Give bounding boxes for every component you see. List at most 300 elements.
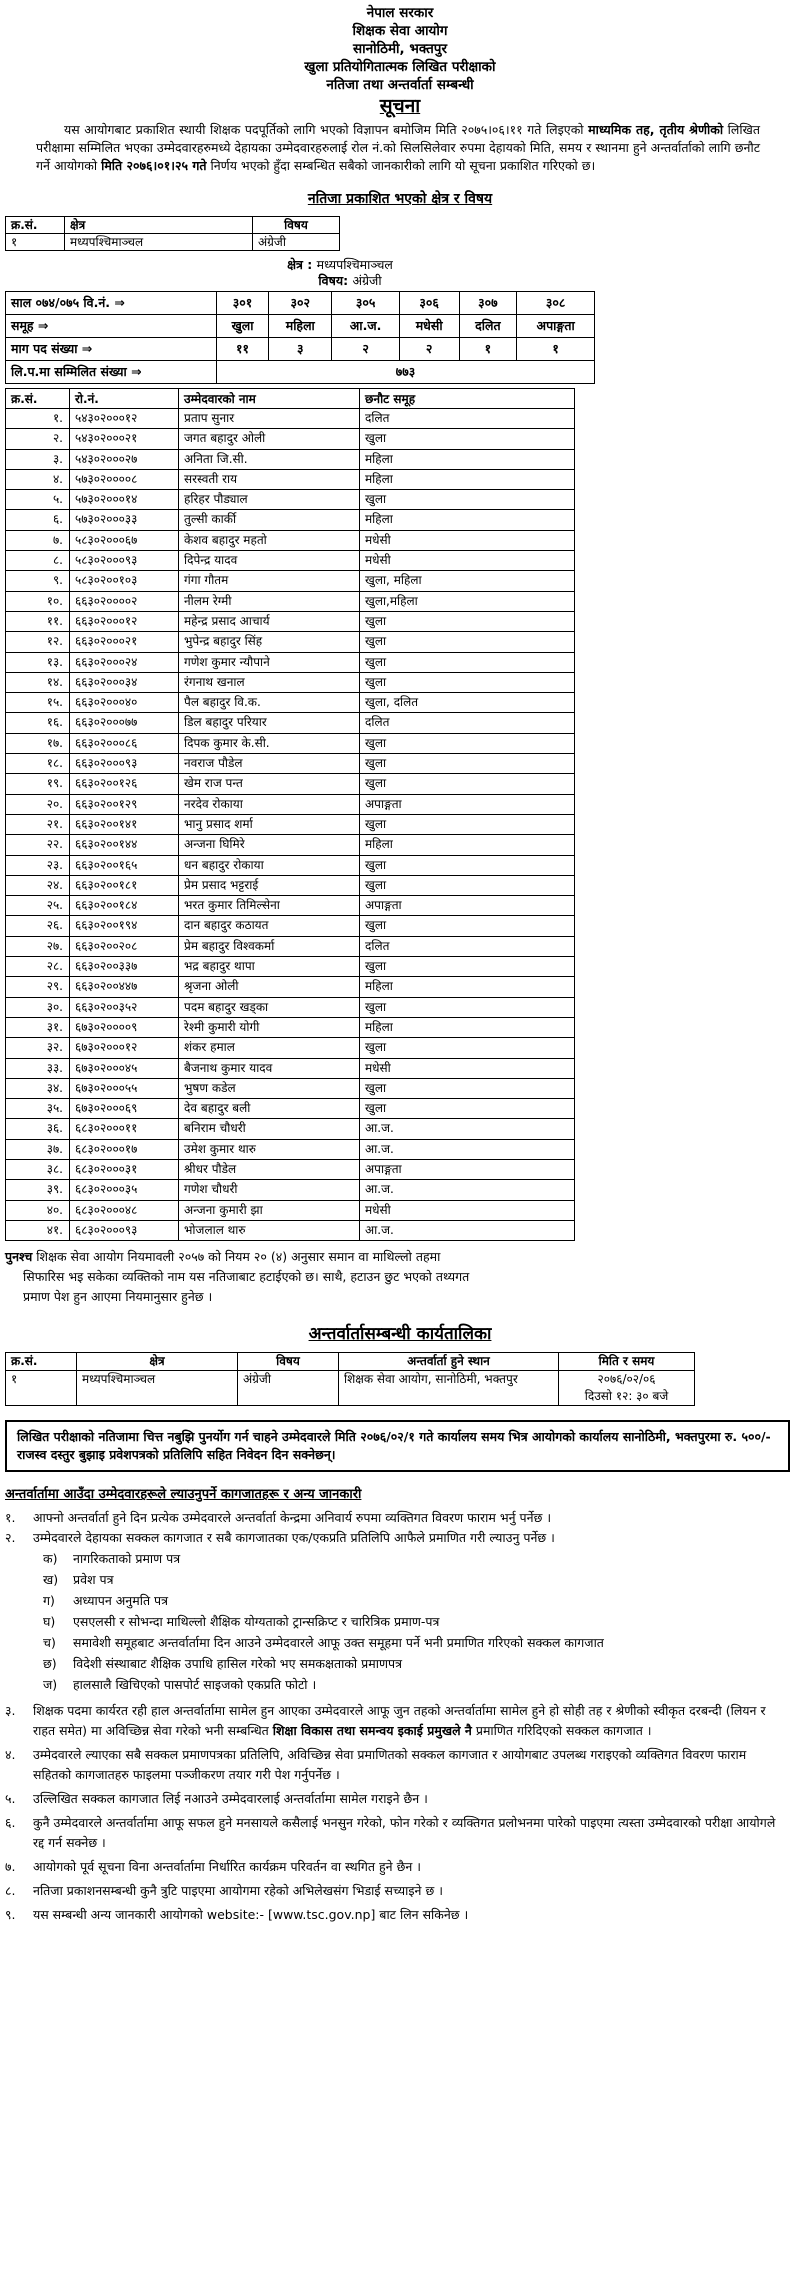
candidate-table xyxy=(5,388,575,1241)
list-item xyxy=(5,1508,780,1528)
cell-roll: ६८३०२०००१७ xyxy=(70,1139,179,1159)
cell-name: अन्जना कुमारी झा xyxy=(179,1200,360,1220)
table-row xyxy=(6,835,575,855)
cell-region: मध्यपश्चिमाञ्चल xyxy=(77,1371,238,1406)
cell-name: धन बहादुर रोकाया xyxy=(179,855,360,875)
recheck-note: लिखित परीक्षाको नतिजामा चित्त नबुझि पुनर्योग गर्न चाहने उम्मेदवारले मिति २०७६/०२/१ गते कार्यालय समय भित्र आयोगको कार्यालय सानोठिमी, भक्तपुरमा रु. ५००/- राजस्व दस्तुर बुझाइ प्रवेशपत्रको प्रतिलिपि सहित निवेदन दिन सक्नेछन्। xyxy=(5,1420,790,1472)
cell-roll: ६६३०२००३५२ xyxy=(70,997,179,1017)
cell-sn: २६. xyxy=(6,916,70,936)
cell-group: खुला xyxy=(360,490,575,510)
intro-bold-level: माध्यमिक तह, तृतीय श्रेणीको xyxy=(588,122,724,137)
table-row xyxy=(6,814,575,834)
cell-name: भरत कुमार तिमिल्सेना xyxy=(179,896,360,916)
cell-name: नीलम रेग्मी xyxy=(179,591,360,611)
interview-table xyxy=(5,1352,695,1406)
cell-sn: ३०. xyxy=(6,997,70,1017)
cell-group: दलित xyxy=(360,409,575,429)
col-sn: क्र.सं. xyxy=(6,389,70,409)
commission-name: शिक्षक सेवा आयोग xyxy=(352,23,448,39)
sub-list-item xyxy=(43,1611,780,1632)
cell-group: खुला xyxy=(360,855,575,875)
cell-roll: ६६३०२००१८४ xyxy=(70,896,179,916)
table-row xyxy=(6,1058,575,1078)
cell-name: भद्र बहादुर थापा xyxy=(179,957,360,977)
list-item xyxy=(5,1905,780,1925)
item-number: २. xyxy=(5,1530,16,1546)
item-text: यस सम्बन्धी अन्य जानकारी आयोगको website:- [www.tsc.gov.np] बाट लिन सकिनेछ । xyxy=(33,1907,469,1923)
table-row xyxy=(6,957,575,977)
cell-roll: ६६३०२०००९३ xyxy=(70,754,179,774)
cell-group: महिला xyxy=(360,469,575,489)
cell-roll: ६६३०२००४४७ xyxy=(70,977,179,997)
cell-group: खुला xyxy=(360,733,575,753)
table-row xyxy=(6,530,575,550)
cell-sn: २. xyxy=(6,429,70,449)
cell-name: अन्जना घिमिरे xyxy=(179,835,360,855)
sub-item-text: अध्यापन अनुमति पत्र xyxy=(73,1593,169,1609)
intro-paragraph xyxy=(36,121,760,175)
cell-sn: ३८. xyxy=(6,1159,70,1179)
cell-group: खुला xyxy=(360,754,575,774)
cell-sn: २४. xyxy=(6,875,70,895)
cell-roll: ६६३०२००१९४ xyxy=(70,916,179,936)
demand-cell: २ xyxy=(332,338,399,361)
post-note-line-1: शिक्षक सेवा आयोग नियमावली २०५७ को नियम २० (४) अनुसार समान वा माथिल्लो तहमा xyxy=(36,1249,441,1265)
cell-group: अपाङ्गता xyxy=(360,896,575,916)
candidate-header-row xyxy=(6,389,575,409)
cell-roll: ६८३०२०००३५ xyxy=(70,1180,179,1200)
demand-cell: २ xyxy=(399,338,459,361)
cell-group: खुला xyxy=(360,957,575,977)
cell-roll: ६७३०२००००९ xyxy=(70,1017,179,1037)
code-cell: ३०५ xyxy=(332,292,399,315)
intro-text-2: लिखित परीक्षामा सम्मिलित भएका उम्मेदवारहरुमध्ये देहायका उम्मेदवारहरुलाई रोल नं.को सिलसिलेवार रुपमा देहायको मिति, समय र स्थानमा हुने अन्तर्वार्ताको लागि छनौट गर्ने आयोगको xyxy=(36,122,760,173)
result-section-title: नतिजा प्रकाशित भएको क्षेत्र र विषय xyxy=(307,191,493,207)
col-region: क्षेत्र xyxy=(65,217,253,234)
col-region: क्षेत्र xyxy=(77,1353,238,1371)
cell-roll: ६६३०२०००१२ xyxy=(70,611,179,631)
cell-name: हरिहर पौड्याल xyxy=(179,490,360,510)
table-row xyxy=(6,693,575,713)
cell-sn: २०. xyxy=(6,794,70,814)
item-text xyxy=(33,1701,780,1741)
col-name: उम्मेदवारको नाम xyxy=(179,389,360,409)
cell-name: रंगनाथ खनाल xyxy=(179,672,360,692)
cell-sn: १८. xyxy=(6,754,70,774)
cell-group: खुला xyxy=(360,611,575,631)
cell-group: खुला xyxy=(360,429,575,449)
cell-roll: ६६३०२००१४४ xyxy=(70,835,179,855)
docs-list xyxy=(5,1508,780,1925)
cell-sn: ३५. xyxy=(6,1099,70,1119)
cell-name: प्रेम प्रसाद भट्टराई xyxy=(179,875,360,895)
sub-item-text: समावेशी समूहबाट अन्तर्वार्तामा दिन आउने उम्मेदवारले आफू उक्त समूहमा पर्ने भनी प्रमाणित गरिएको सक्कल कागजात xyxy=(73,1635,604,1651)
cell-name: गणेश कुमार न्यौपाने xyxy=(179,652,360,672)
seat-groups-row xyxy=(6,315,595,338)
table-row xyxy=(6,774,575,794)
table-row xyxy=(6,409,575,429)
table-row xyxy=(6,449,575,469)
cell-sn: ४. xyxy=(6,469,70,489)
table-row xyxy=(6,977,575,997)
rest-list xyxy=(5,1745,780,1925)
cell-group: खुला,महिला xyxy=(360,591,575,611)
cell-name: सरस्वती राय xyxy=(179,469,360,489)
intro-text-3: निर्णय भएको हुँदा सम्बन्धित सबैको जानकारीको लागि यो सूचना प्रकाशित गरिएको छ। xyxy=(210,158,596,173)
item-text: नतिजा प्रकाशनसम्बन्धी कुनै त्रुटि पाइएमा आयोगमा रहेको अभिलेखसंग भिडाई सच्याइने छ । xyxy=(33,1883,443,1899)
sub-list-item xyxy=(43,1674,780,1695)
cell-roll: ६६३०२००००२ xyxy=(70,591,179,611)
region-label xyxy=(0,257,800,273)
sub-list-item xyxy=(43,1632,780,1653)
cell-group: खुला xyxy=(360,652,575,672)
cell-group: महिला xyxy=(360,510,575,530)
col-place: अन्तर्वार्ता हुने स्थान xyxy=(339,1353,559,1371)
cell-roll: ६६३०२०००४० xyxy=(70,693,179,713)
item-number: ३. xyxy=(5,1703,16,1719)
intro-bold-date: मिति २०७६।०१।२५ गते xyxy=(101,158,207,173)
table-row xyxy=(6,1099,575,1119)
cell-sn: २७. xyxy=(6,936,70,956)
cell-sn: ९. xyxy=(6,571,70,591)
post-note-line-2: सिफारिस भइ सकेका व्यक्तिको नाम यस नतिजाबाट हटाईएको छ। साथै, हटाउन छुट भएको तथ्यगत xyxy=(23,1269,470,1285)
cell-name: अनिता जि.सी. xyxy=(179,449,360,469)
table-row xyxy=(6,632,575,652)
group-cell: महिला xyxy=(269,315,332,338)
cell-name: गणेश चौधरी xyxy=(179,1180,360,1200)
gov-name: नेपाल सरकार xyxy=(366,5,434,21)
total-cell: ७७३ xyxy=(217,361,595,384)
table-row xyxy=(6,896,575,916)
sub-item-letter: छ) xyxy=(43,1656,57,1672)
cell-group: महिला xyxy=(360,835,575,855)
table-row xyxy=(6,997,575,1017)
cell-group: मधेसी xyxy=(360,530,575,550)
item-number: ४. xyxy=(5,1747,16,1763)
cell-name: पदम बहादुर खड्का xyxy=(179,997,360,1017)
list-item xyxy=(5,1789,780,1809)
col-subject: विषय xyxy=(253,217,340,234)
cell-sn: १५. xyxy=(6,693,70,713)
group-cell: आ.ज. xyxy=(332,315,399,338)
cell-roll: ६७३०२०००४५ xyxy=(70,1058,179,1078)
table-row xyxy=(6,794,575,814)
cell-roll: ५८३०२०००९३ xyxy=(70,551,179,571)
cell-subject: अंग्रेजी xyxy=(238,1371,339,1406)
seat-total-row xyxy=(6,361,595,384)
sub-item-text: प्रवेश पत्र xyxy=(73,1572,114,1588)
sub-item-letter: च) xyxy=(43,1635,56,1651)
cell-roll: ६८३०२०००४८ xyxy=(70,1200,179,1220)
cell-name: महेन्द्र प्रसाद आचार्य xyxy=(179,611,360,631)
table-row xyxy=(6,591,575,611)
cell-sn: १९. xyxy=(6,774,70,794)
cell-group: खुला xyxy=(360,1099,575,1119)
table-row xyxy=(6,875,575,895)
cell-name: श्रीधर पौडेल xyxy=(179,1159,360,1179)
cell-group: अपाङ्गता xyxy=(360,794,575,814)
cell-sn: २३. xyxy=(6,855,70,875)
cell-group: महिला xyxy=(360,977,575,997)
table-row xyxy=(6,1180,575,1200)
table-row xyxy=(6,611,575,631)
cell-name: डिल बहादुर परियार xyxy=(179,713,360,733)
result-region-table xyxy=(5,216,340,251)
group-cell: अपाङ्गता xyxy=(517,315,595,338)
cell-roll: ६६३०२०००२४ xyxy=(70,652,179,672)
cell-roll: ६६३०२००१२६ xyxy=(70,774,179,794)
cell-sn: १६. xyxy=(6,713,70,733)
region-value: मध्यपश्चिमाञ्चल xyxy=(316,257,393,272)
cell-sn: ४१. xyxy=(6,1220,70,1240)
cell-roll: ६६३०२००१४१ xyxy=(70,814,179,834)
cell-sn: ३१. xyxy=(6,1017,70,1037)
sub-item-letter: घ) xyxy=(43,1614,56,1630)
seat-table xyxy=(5,291,595,384)
year-label: साल ०७४/०७५ वि.नं. ⇒ xyxy=(6,292,217,315)
sub-item-text: विदेशी संस्थाबाट शैक्षिक उपाधि हासिल गरेको भए समकक्षताको प्रमाणपत्र xyxy=(73,1656,403,1672)
cell-roll: ६६३०२००१६५ xyxy=(70,855,179,875)
table-row xyxy=(6,916,575,936)
item3-text-2: प्रमाणित गरिदिएको सक्कल कागजात । xyxy=(475,1723,652,1739)
item-text: उम्मेदवारले देहायका सक्कल कागजात र सबै कागजातका एक/एकप्रति प्रतिलिपि आफैले प्रमाणित गरी ल्याउनु पर्नेछ । xyxy=(33,1530,555,1546)
table-row xyxy=(6,1119,575,1139)
cell-sn: ७. xyxy=(6,530,70,550)
seat-codes-row xyxy=(6,292,595,315)
cell-group: खुला xyxy=(360,916,575,936)
list-item xyxy=(5,1701,780,1741)
cell-datetime xyxy=(559,1371,695,1406)
code-cell: ३०२ xyxy=(269,292,332,315)
demand-cell: ११ xyxy=(217,338,269,361)
cell-sn: २१. xyxy=(6,814,70,834)
cell-name: जगत बहादुर ओली xyxy=(179,429,360,449)
cell-name: बैजनाथ कुमार यादव xyxy=(179,1058,360,1078)
sub-list-item xyxy=(43,1548,780,1569)
cell-sn: २५. xyxy=(6,896,70,916)
post-note-line-3: प्रमाण पेश हुन आएमा नियमानुसार हुनेछ । xyxy=(23,1289,213,1305)
cell-roll: ५८३०२०००६७ xyxy=(70,530,179,550)
item-number: ५. xyxy=(5,1791,16,1807)
cell-name: केशव बहादुर महतो xyxy=(179,530,360,550)
cell-name: भुषण कडेल xyxy=(179,1078,360,1098)
sub-item-letter: ज) xyxy=(43,1677,58,1693)
cell-name: नवराज पौडेल xyxy=(179,754,360,774)
region-key: क्षेत्र : xyxy=(287,257,313,272)
exam-type: खुला प्रतियोगितात्मक लिखित परीक्षाको xyxy=(304,59,496,75)
table-row xyxy=(6,672,575,692)
cell-sn: १०. xyxy=(6,591,70,611)
sub-list xyxy=(5,1548,780,1695)
cell-group: खुला xyxy=(360,997,575,1017)
cell-name: दिपक कुमार के.सी. xyxy=(179,733,360,753)
intro-text-1: यस आयोगबाट प्रकाशित स्थायी शिक्षक पदपूर्तिको लागि भएको विज्ञापन बमोजिम मिति २०७५।०६।११ गते लिइएको xyxy=(64,122,584,137)
cell-roll: ६८३०२०००११ xyxy=(70,1119,179,1139)
cell-roll: ६६३०२००२०८ xyxy=(70,936,179,956)
sub-item-text: हालसालै खिचिएको पासपोर्ट साइजको एकप्रति फोटो । xyxy=(73,1677,317,1693)
cell-group: आ.ज. xyxy=(360,1220,575,1240)
table-row xyxy=(6,551,575,571)
table-row xyxy=(6,855,575,875)
list-item xyxy=(5,1745,780,1785)
cell-sn: १७. xyxy=(6,733,70,753)
code-cell: ३०८ xyxy=(517,292,595,315)
cell-group: खुला xyxy=(360,672,575,692)
cell-group: दलित xyxy=(360,713,575,733)
cell-roll: ६६३०२००३३७ xyxy=(70,957,179,977)
cell-sn: ३२. xyxy=(6,1038,70,1058)
cell-region: मध्यपश्चिमाञ्चल xyxy=(65,234,253,251)
total-label: लि.प.मा सम्मिलित संख्या ⇒ xyxy=(6,361,217,384)
cell-name: गंगा गौतम xyxy=(179,571,360,591)
list-item xyxy=(5,1813,780,1853)
cell-name: खेम राज पन्त xyxy=(179,774,360,794)
item-text: आफ्नो अन्तर्वार्ता हुने दिन प्रत्येक उम्मेदवारले अन्तर्वार्ता केन्द्रमा अनिवार्य रुपमा व्यक्तिगत विवरण फाराम भर्नु पर्नेछ । xyxy=(33,1510,552,1526)
demand-cell: १ xyxy=(459,338,517,361)
col-datetime: मिति र समय xyxy=(559,1353,695,1371)
item-number: १. xyxy=(5,1510,16,1526)
table-row xyxy=(6,429,575,449)
group-cell: मधेसी xyxy=(399,315,459,338)
cell-sn: २९. xyxy=(6,977,70,997)
cell-sn: ३७. xyxy=(6,1139,70,1159)
post-note-lead: पुनश्च xyxy=(5,1249,33,1265)
cell-roll: ६७३०२०००६९ xyxy=(70,1099,179,1119)
table-row xyxy=(6,234,340,251)
cell-roll: ६६३०२०००२१ xyxy=(70,632,179,652)
col-sn: क्र.सं. xyxy=(6,1353,77,1371)
table-row xyxy=(6,733,575,753)
item-text: उल्लिखित सक्कल कागजात लिई नआउने उम्मेदवारलाई अन्तर्वार्तामा सामेल गराइने छैन । xyxy=(33,1791,428,1807)
cell-name: भोजलाल थारु xyxy=(179,1220,360,1240)
cell-sn: ३३. xyxy=(6,1058,70,1078)
interview-time: दिउसो १२: ३० बजे xyxy=(584,1389,669,1404)
group-cell: दलित xyxy=(459,315,517,338)
cell-name: दिपेन्द्र यादव xyxy=(179,551,360,571)
cell-group: खुला xyxy=(360,1038,575,1058)
cell-sn: ३४. xyxy=(6,1078,70,1098)
cell-group: खुला xyxy=(360,814,575,834)
docs-title: अन्तर्वार्तामा आउँदा उम्मेदवारहरूले ल्याउनुपर्ने कागजातहरू र अन्य जानकारी xyxy=(5,1487,362,1503)
cell-sn: १ xyxy=(6,234,65,251)
sub-list-item xyxy=(43,1653,780,1674)
cell-roll: ६६३०२००१८१ xyxy=(70,875,179,895)
cell-group: आ.ज. xyxy=(360,1139,575,1159)
cell-sn: ३६. xyxy=(6,1119,70,1139)
table-row xyxy=(6,1038,575,1058)
cell-name: भुपेन्द्र बहादुर सिंह xyxy=(179,632,360,652)
list-item xyxy=(5,1881,780,1901)
code-cell: ३०६ xyxy=(399,292,459,315)
item-text: उम्मेदवारले ल्याएका सबै सक्कल प्रमाणपत्रका प्रतिलिपि, अविच्छिन्न सेवा प्रमाणितको सक्कल कागजात र आयोगबाट उपलब्ध गराइएको व्यक्तिगत विवरण फाराम सहितको कागजातहरु फाइलमा पञ्जीकरण तयार गरी पेश गर्नुपर्नेछ । xyxy=(33,1747,747,1783)
table-row xyxy=(6,936,575,956)
cell-name: बनिराम चौधरी xyxy=(179,1119,360,1139)
item-text: आयोगको पूर्व सूचना विना अन्तर्वार्तामा निर्धारित कार्यक्रम परिवर्तन वा स्थगित हुने छैन । xyxy=(33,1859,421,1875)
item-text: कुनै उम्मेदवारले अन्तर्वार्तामा आफू सफल हुने मनसायले कसैलाई भनसुन गरेको, फोन गरेको र व्यक्तिगत प्रलोभनमा पारेको पाइएमा त्यस्ता उम्मेदवारको परीक्षा आयोगले रद्द गर्न सक्नेछ । xyxy=(33,1815,776,1851)
cell-roll: ५८३०२००१०३ xyxy=(70,571,179,591)
cell-sn: ११. xyxy=(6,611,70,631)
sub-item-text: नागरिकताको प्रमाण पत्र xyxy=(73,1551,181,1567)
group-label: समूह ⇒ xyxy=(6,315,217,338)
cell-sn: ६. xyxy=(6,510,70,530)
table-row xyxy=(6,571,575,591)
item-number: ९. xyxy=(5,1907,16,1923)
cell-roll: ५४३०२०००१२ xyxy=(70,409,179,429)
code-cell: ३०१ xyxy=(217,292,269,315)
cell-roll: ६६३०२००१२९ xyxy=(70,794,179,814)
col-sn: क्र.सं. xyxy=(6,217,65,234)
cell-place: शिक्षक सेवा आयोग, सानोठिमी, भक्तपुर xyxy=(339,1371,559,1406)
commission-address: सानोठिमी, भक्तपुर xyxy=(353,41,447,57)
cell-group: महिला xyxy=(360,1017,575,1037)
interview-title: अन्तर्वार्तासम्बन्धी कार्यतालिका xyxy=(308,1324,492,1345)
cell-roll: ५७३०२०००३३ xyxy=(70,510,179,530)
demand-cell: १ xyxy=(517,338,595,361)
group-cell: खुला xyxy=(217,315,269,338)
cell-group: मधेसी xyxy=(360,551,575,571)
cell-name: देव बहादुर बली xyxy=(179,1099,360,1119)
cell-group: महिला xyxy=(360,449,575,469)
code-cell: ३०७ xyxy=(459,292,517,315)
cell-sn: ८. xyxy=(6,551,70,571)
cell-sn: ३. xyxy=(6,449,70,469)
sub-item-letter: ख) xyxy=(43,1572,59,1588)
notice-title: सूचना xyxy=(379,95,421,117)
cell-sn: १२. xyxy=(6,632,70,652)
post-note xyxy=(5,1247,770,1307)
cell-name: भानु प्रसाद शर्मा xyxy=(179,814,360,834)
cell-name: पैल बहादुर वि.क. xyxy=(179,693,360,713)
cell-name: श्रृजना ओली xyxy=(179,977,360,997)
cell-roll: ६७३०२०००१२ xyxy=(70,1038,179,1058)
cell-name: प्रताप सुनार xyxy=(179,409,360,429)
table-row xyxy=(6,510,575,530)
cell-name: शंकर हमाल xyxy=(179,1038,360,1058)
cell-group: आ.ज. xyxy=(360,1119,575,1139)
cell-group: मधेसी xyxy=(360,1058,575,1078)
cell-sn: ४०. xyxy=(6,1200,70,1220)
table-row xyxy=(6,1159,575,1179)
sub-list-item xyxy=(43,1569,780,1590)
list-item xyxy=(5,1528,780,1548)
notice-header xyxy=(0,0,800,117)
cell-roll: ६६३०२०००८६ xyxy=(70,733,179,753)
list-item xyxy=(5,1857,780,1877)
cell-group: खुला xyxy=(360,1078,575,1098)
table-row xyxy=(6,652,575,672)
table-row xyxy=(6,1139,575,1159)
table-row xyxy=(6,713,575,733)
demand-label: माग पद संख्या ⇒ xyxy=(6,338,217,361)
cell-group: खुला, दलित xyxy=(360,693,575,713)
cell-roll: ६८३०२०००९३ xyxy=(70,1220,179,1240)
cell-group: आ.ज. xyxy=(360,1180,575,1200)
cell-group: खुला xyxy=(360,774,575,794)
notice-subject: नतिजा तथा अन्तर्वार्ता सम्बन्धी xyxy=(326,77,474,93)
cell-sn: १ xyxy=(6,1371,77,1406)
cell-roll: ६६३०२०००३४ xyxy=(70,672,179,692)
cell-group: खुला xyxy=(360,875,575,895)
seat-demand-row xyxy=(6,338,595,361)
demand-cell: ३ xyxy=(269,338,332,361)
cell-group: दलित xyxy=(360,936,575,956)
subject-key: विषय: xyxy=(318,273,349,288)
item-number: ६. xyxy=(5,1815,16,1831)
table-row xyxy=(6,1078,575,1098)
cell-name: रेश्मी कुमारी योगी xyxy=(179,1017,360,1037)
sub-item-text: एसएलसी र सोभन्दा माथिल्लो शैक्षिक योग्यताको ट्रान्सक्रिप्ट र चारित्रिक प्रमाण-पत्र xyxy=(73,1614,440,1630)
cell-sn: १. xyxy=(6,409,70,429)
